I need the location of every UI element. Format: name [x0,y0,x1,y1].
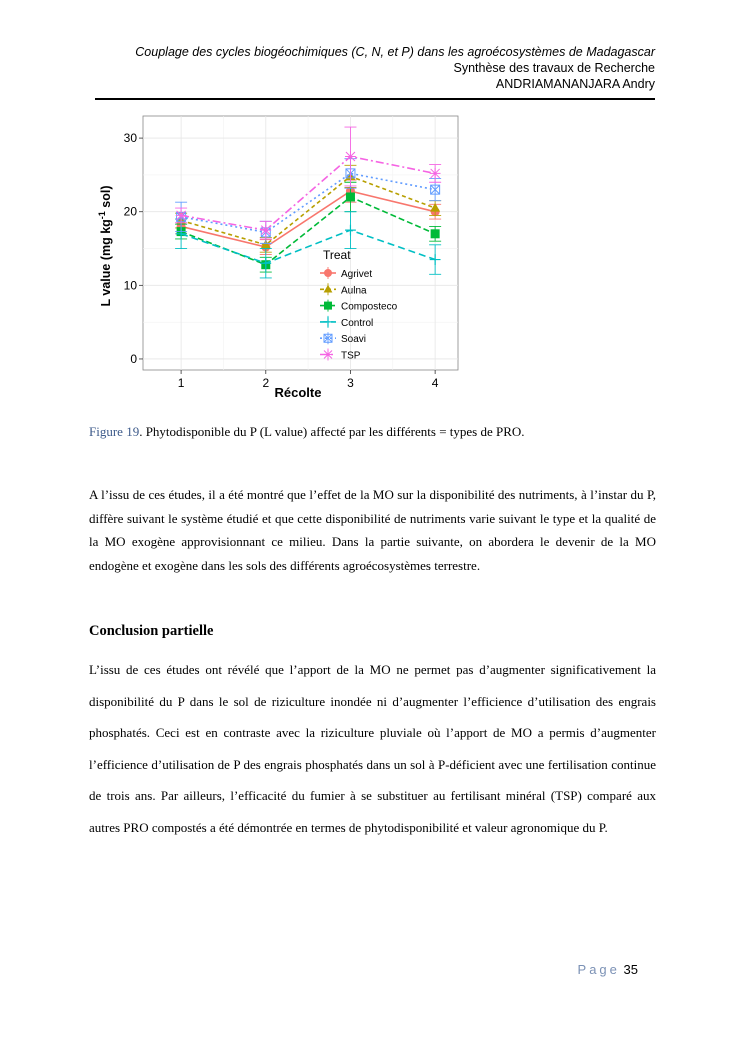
legend-label: Aulna [341,285,367,297]
x-tick-label: 1 [177,376,185,390]
x-axis-label: Récolte [274,385,322,400]
page-footer [578,962,638,977]
legend-label: Agrivet [341,269,373,280]
data-point [345,151,356,162]
l-value-chart [88,108,468,404]
data-point [176,210,187,221]
x-tick-label: 3 [347,376,354,390]
body-paragraph-2: L’issu de ces études ont révélé que l’apport de la MO ne permet pas d’augmenter significativement la disponibilité du P dans le sol de riziculture inondée ni d’augmenter l’efficience d’utilisation des engrais phosphatés. Ceci est en contraste avec la riziculture pluviale où l’apport de MO a permis d’augmenter l’efficience d’utilisation de P des engrais phosphatés dans un sol à P-déficient avec une fertilisation continue de trois ans. Par ailleurs, l’efficacité du fumier à se substituer au fertilisant minéral (TSP) comparé aux autres PRO compostés a été démontrée en termes de phytodisponibilité et valeur agronomique du P. [89,662,656,835]
page-number: 35 [623,962,638,977]
data-point [346,192,355,201]
data-point [260,225,271,236]
document-subtitle: Synthèse des travaux de Recherche [453,61,655,75]
legend-key-marker [323,350,333,360]
legend-title: Treat [323,248,351,262]
plot-panel [143,116,458,370]
x-tick-label: 2 [262,376,270,390]
legend-key-marker [324,302,332,310]
legend-item-agrivet [320,267,372,280]
figure-caption-text: . Phytodisponible du P (L value) affecté par les différents = types de PRO. [139,424,525,439]
y-tick-label: 20 [123,204,137,219]
data-point [431,229,440,238]
legend-label: Composteco [341,301,398,313]
y-axis-label: L value (mg $kg^{-1}$ sol) [97,185,113,307]
page-header [135,44,655,92]
figure-caption [89,424,525,440]
document-author: ANDRIAMANANJARA Andry [495,77,655,91]
y-tick-label: 0 [130,351,137,366]
section-heading: Conclusion partielle [89,623,214,639]
legend-label: Control [341,317,374,329]
legend-label: Soavi [341,334,367,346]
legend-label: TSP [341,350,361,362]
figure-label: Figure 19 [89,424,140,439]
document-title: Couplage des cycles biogéochimiques (C, N, et P) dans les agroécosystèmes de Madagascar [135,45,655,59]
y-tick-label: 10 [123,278,137,293]
body-paragraph-1: A l’issu de ces études, il a été montré que l’effet de la MO sur la disponibilité des nutriments, à l’instar du P, diffère suivant le système étudié et que cette disponibilité de nutriments varie suivant le type et la qualité de la MO exogène approvisionnant ce milieu. Dans la partie suivante, on abordera le devenir de la MO endogène et exogène dans les sols des différents agroécosystèmes terrestre. [89,487,656,573]
page-label: Page [577,962,620,977]
x-tick-label: 4 [431,376,439,390]
header-rule [95,98,655,100]
y-tick-label: 30 [123,131,137,146]
legend-key-marker [324,269,332,277]
legend-item-control [320,316,373,329]
data-point [430,168,441,179]
